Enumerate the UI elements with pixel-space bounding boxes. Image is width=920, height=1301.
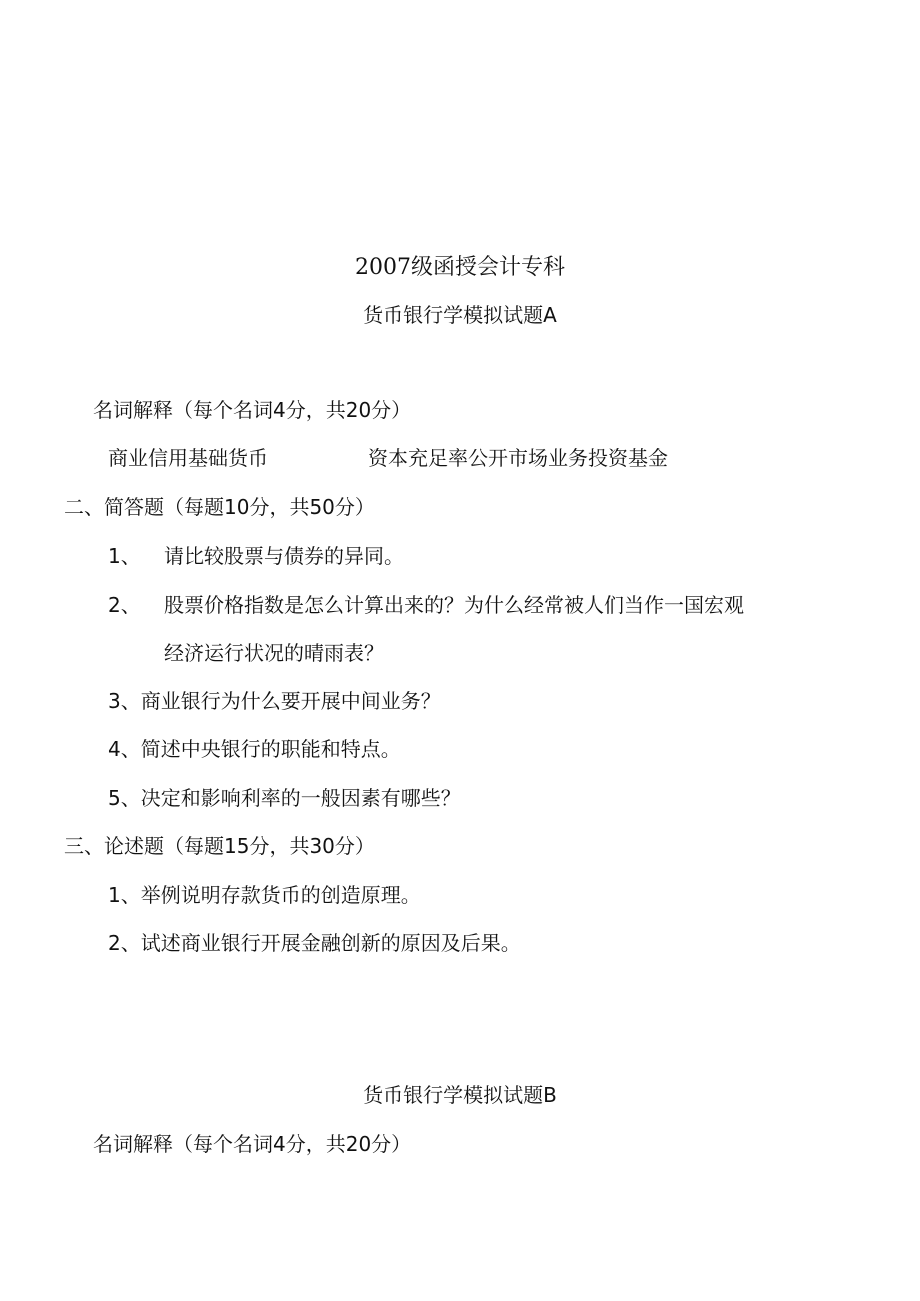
question: 1、举例说明存款货币的创造原理。 [108,883,421,907]
question-text: 股票价格指数是怎么计算出来的？为什么经常被人们当作一国宏观 [164,593,744,617]
question: 4、简述中央银行的职能和特点。 [108,737,401,761]
question: 5、决定和影响利率的一般因素有哪些？ [108,786,461,810]
question-text: 请比较股票与债券的异同。 [164,544,404,568]
question-text-continuation: 经济运行状况的晴雨表？ [164,641,384,665]
question: 2、试述商业银行开展金融创新的原因及后果。 [108,931,521,955]
exam-a-section1-heading: 名词解释（每个名词4分，共20分） [93,398,412,422]
exam-a-title: 货币银行学模拟试题A [363,303,557,327]
question-number: 1、 [108,544,141,568]
exam-a-section2-heading: 二、简答题（每题10分，共50分） [64,495,375,519]
question: 3、商业银行为什么要开展中间业务？ [108,689,441,713]
document-title: 2007级函授会计专科 [355,255,565,280]
exam-b-title: 货币银行学模拟试题B [363,1083,557,1107]
question-number: 2、 [108,593,141,617]
exam-a-terms-right: 资本充足率公开市场业务投资基金 [368,446,668,470]
exam-a-section3-heading: 三、论述题（每题15分，共30分） [64,834,375,858]
exam-b-section1-heading: 名词解释（每个名词4分，共20分） [93,1132,412,1156]
exam-a-terms-left: 商业信用基础货币 [108,446,268,470]
